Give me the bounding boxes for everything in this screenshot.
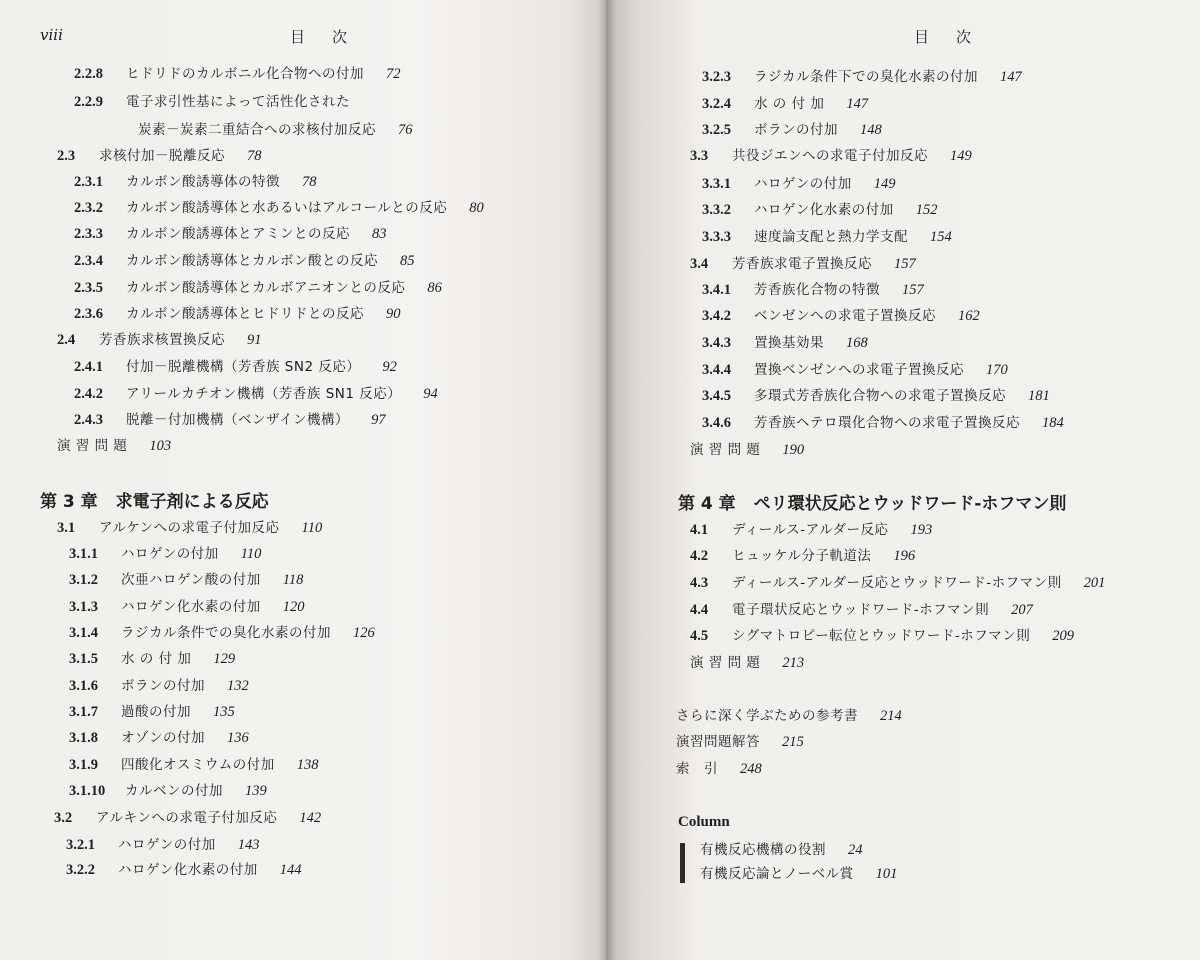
toc-entry[interactable]: 2.3.5 カルボン酸誘導体とカルボアニオンとの反応 86 — [74, 280, 442, 296]
toc-entry[interactable]: 2.4.1 付加－脱離機構（芳香族 SN2 反応） 92 — [74, 359, 397, 375]
toc-entry[interactable]: 3.1.4 ラジカル条件での臭化水素の付加 126 — [69, 625, 375, 641]
toc-entry[interactable]: 2.3.4 カルボン酸誘導体とカルボン酸との反応 85 — [74, 253, 415, 269]
toc-entry[interactable]: 3.1.6 ボランの付加 132 — [69, 678, 249, 694]
toc-entry[interactable]: 3.1.1 ハロゲンの付加 110 — [69, 546, 262, 562]
toc-entry[interactable]: 3.1.10 カルベンの付加 139 — [69, 783, 267, 799]
toc-entry[interactable]: 2.3.1 カルボン酸誘導体の特徴 78 — [74, 174, 317, 190]
book-gutter — [598, 0, 616, 960]
toc-entry[interactable]: 3.4.3 置換基効果 168 — [702, 335, 868, 351]
toc-entry[interactable]: 2.3.6 カルボン酸誘導体とヒドリドとの反応 90 — [74, 306, 401, 322]
toc-entry[interactable]: 2.2.9 電子求引性基によって活性化された — [74, 94, 350, 110]
toc-entry[interactable]: 3.2.1 ハロゲンの付加 143 — [66, 837, 260, 853]
toc-entry[interactable]: 3.1.8 オゾンの付加 136 — [69, 730, 249, 746]
toc-back-matter[interactable]: 演習問題解答 215 — [676, 734, 804, 750]
running-head: 目 次 — [914, 28, 978, 46]
toc-section[interactable]: 4.1 ディールス-アルダー反応 193 — [690, 522, 933, 538]
column-marker-bar — [680, 843, 685, 883]
toc-exercises[interactable]: 演 習 問 題 190 — [690, 442, 805, 458]
toc-entry[interactable]: 3.1.9 四酸化オスミウムの付加 138 — [69, 757, 319, 773]
toc-back-matter[interactable]: さらに深く学ぶための参考書 214 — [676, 708, 902, 724]
page-folio: viii — [40, 26, 63, 44]
toc-entry[interactable]: 3.1.7 過酸の付加 135 — [69, 704, 235, 720]
toc-entry[interactable]: 3.4.2 ベンゼンへの求電子置換反応 162 — [702, 308, 980, 324]
toc-section[interactable]: 4.5 シグマトロピー転位とウッドワード-ホフマン則 209 — [690, 628, 1075, 644]
toc-entry[interactable]: 3.2.4 水 の 付 加 147 — [702, 96, 869, 112]
toc-section[interactable]: 2.3 求核付加－脱離反応 78 — [57, 148, 262, 164]
toc-section[interactable]: 4.4 電子環状反応とウッドワード-ホフマン則 207 — [690, 602, 1033, 618]
toc-entry[interactable]: 3.4.1 芳香族化合物の特徴 157 — [702, 282, 924, 298]
toc-entry[interactable]: 2.4.2 アリールカチオン機構（芳香族 SN1 反応） 94 — [74, 386, 438, 402]
toc-section[interactable]: 4.2 ヒュッケル分子軌道法 196 — [690, 548, 916, 564]
toc-entry-continuation[interactable]: 炭素－炭素二重結合への求核付加反応 76 — [138, 122, 413, 138]
toc-section[interactable]: 3.4 芳香族求電子置換反応 157 — [690, 256, 916, 272]
toc-exercises[interactable]: 演 習 問 題 213 — [690, 655, 805, 671]
toc-entry[interactable]: 3.1.3 ハロゲン化水素の付加 120 — [69, 599, 305, 615]
toc-section[interactable]: 4.3 ディールス-アルダー反応とウッドワード-ホフマン則 201 — [690, 575, 1106, 591]
toc-entry[interactable]: 2.4.3 脱離－付加機構（ベンザイン機構） 97 — [74, 412, 386, 428]
toc-entry[interactable]: 2.2.8 ヒドリドのカルボニル化合物への付加 72 — [74, 66, 401, 82]
column-item[interactable]: 有機反応論とノーベル賞 101 — [700, 866, 898, 882]
toc-entry[interactable]: 2.3.3 カルボン酸誘導体とアミンとの反応 83 — [74, 226, 387, 242]
toc-entry[interactable]: 3.3.1 ハロゲンの付加 149 — [702, 176, 896, 192]
toc-section[interactable]: 3.1 アルケンへの求電子付加反応 110 — [57, 520, 323, 536]
toc-entry[interactable]: 3.2.3 ラジカル条件下での臭化水素の付加 147 — [702, 69, 1022, 85]
toc-entry[interactable]: 3.1.5 水 の 付 加 129 — [69, 651, 236, 667]
toc-entry[interactable]: 3.3.3 速度論支配と熱力学支配 154 — [702, 229, 952, 245]
toc-exercises[interactable]: 演 習 問 題 103 — [57, 438, 172, 454]
right-page — [606, 0, 1200, 960]
toc-entry[interactable]: 3.4.4 置換ベンゼンへの求電子置換反応 170 — [702, 362, 1008, 378]
toc-section[interactable]: 3.3 共役ジエンへの求電子付加反応 149 — [690, 148, 972, 164]
column-heading: Column — [678, 814, 730, 830]
running-head: 目 次 — [290, 28, 354, 46]
toc-section[interactable]: 3.2 アルキンへの求電子付加反応 142 — [54, 810, 322, 826]
toc-entry[interactable]: 3.2.5 ボランの付加 148 — [702, 122, 882, 138]
toc-entry[interactable]: 3.4.6 芳香族ヘテロ環化合物への求電子置換反応 184 — [702, 415, 1064, 431]
toc-back-matter[interactable]: 索 引 248 — [676, 761, 762, 777]
column-item[interactable]: 有機反応機構の役割 24 — [700, 842, 863, 858]
chapter-heading[interactable]: 第 3 章 求電子剤による反応 — [40, 492, 269, 512]
toc-entry[interactable]: 3.3.2 ハロゲン化水素の付加 152 — [702, 202, 938, 218]
toc-section[interactable]: 2.4 芳香族求核置換反応 91 — [57, 332, 262, 348]
toc-entry[interactable]: 3.4.5 多環式芳香族化合物への求電子置換反応 181 — [702, 388, 1050, 404]
chapter-heading[interactable]: 第 4 章 ペリ環状反応とウッドワード-ホフマン則 — [678, 494, 1067, 514]
toc-entry[interactable]: 2.3.2 カルボン酸誘導体と水あるいはアルコールとの反応 80 — [74, 200, 484, 216]
toc-entry[interactable]: 3.2.2 ハロゲン化水素の付加 144 — [66, 862, 302, 878]
toc-entry[interactable]: 3.1.2 次亜ハロゲン酸の付加 118 — [69, 572, 304, 588]
